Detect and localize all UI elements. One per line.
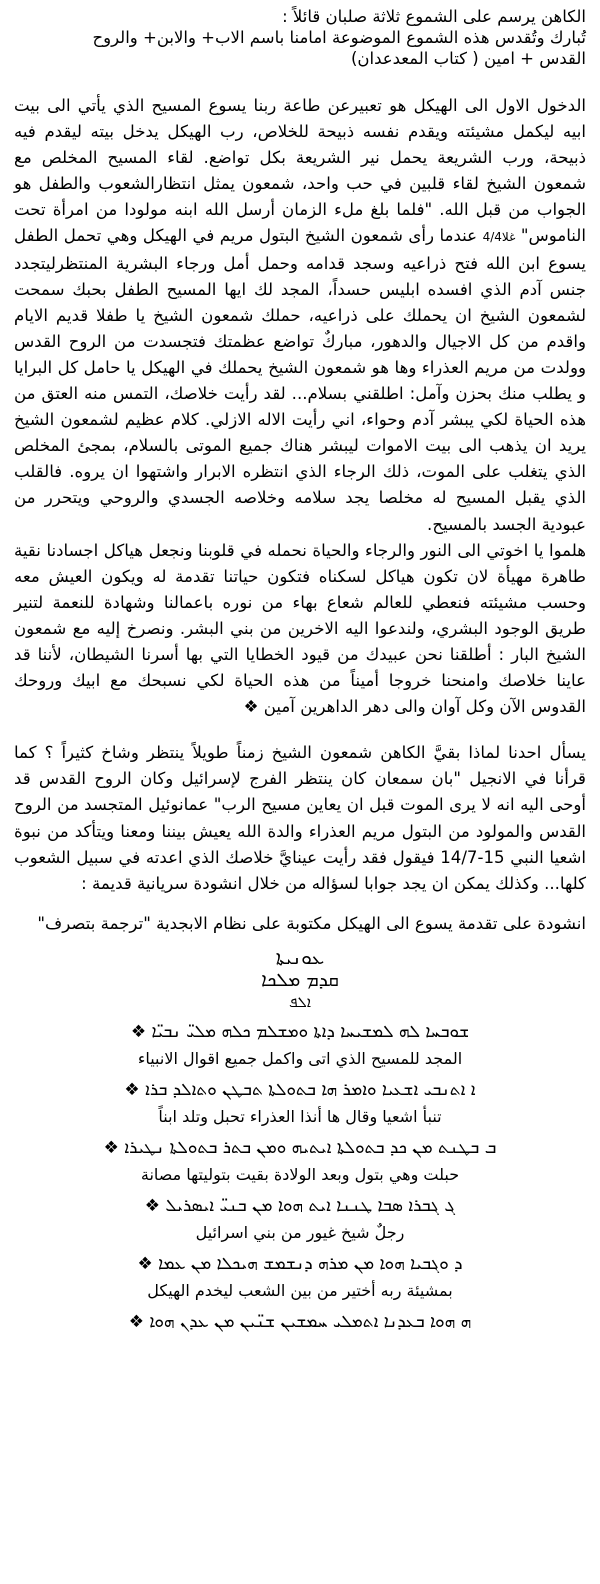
stanza-arabic-line: رجلٌ شيخ غيور من بني اسرائيل (195, 1222, 405, 1242)
hymn-stanza (14, 1309, 586, 1335)
stanza-arabic-line: بمشيئة ربه أختير من بين الشعب ليخدم الهيكل (147, 1280, 453, 1300)
hymn-stanza (14, 1193, 586, 1247)
stanza-syriac-line: ܒ ܒܛܢܬ ܡܢ ܟܕ ܒܬܘܠܬܐ ܐܝܬܝܗ ܘܡܢ ܒܬܪ ܒܬܘܠܬܐ ܢܛܝܪܐ ❖ (103, 1137, 497, 1158)
body-paragraph-exhortation (14, 538, 586, 721)
hymn-title-syriac: ܥܘܢܝܬܐ (275, 946, 325, 969)
intro-line: تُبارك وتُقدس هذه الشموع الموضوعة امامنا باسم الاب+ والابن+ والروح (92, 28, 586, 47)
intro-line: الكاهن يرسم على الشموع ثلاثة صلبان قائلاً : (282, 7, 586, 26)
stanza-arabic-line: حبلت وهي بتول وبعد الولادة بقيت بتوليتها مصانة (140, 1164, 460, 1184)
stanza-arabic-line: المجد للمسيح الذي اتى واكمل جميع اقوال الانبياء (137, 1048, 463, 1068)
scripture-reference: غلا4/4 (482, 230, 516, 245)
stanza-syriac-line: ܫܘܒܚܐ ܠܗ ܠܡܫܝܚܐ ܕܐܬܐ ܘܡܫܠܡ ܟܠܗ ܡܠܝ̈ ܢܒܝ̈ܐ ❖ (130, 1021, 470, 1042)
paragraph-text: يسأل احدنا لماذا بقيَّ الكاهن شمعون الشيخ زمناً طويلاً ينتظر وشاخ كثيراً ؟ كما قرأنا في الانجيل "بان سمعان كان ينتظر الفرج لإسرائيل وكان الروح القدس قد أوحى اليه انه لا يرى الموت قبل ان يعاين مسيح الرب" عمانوئيل المتجسد من الروح القدس والمولود من البتول مريم العذراء والدة الله يعيش بيننا ومعنا ويتأكد من نبوة اشعيا النبي 15-14/7 فيقول فقد رأيت عينايَّ خلاصك الذي اعدته في سبيل الشعوب كلها... وكذلك يمكن ان يجد جوابا لسؤاله من خلال انشودة سريانية قديمة : (14, 743, 586, 893)
paragraph-text: انشودة على تقدمة يسوع الى الهيكل مكتوبة على نظام الابجدية "ترجمة بتصرف" (37, 913, 586, 933)
hymn-stanza (14, 1077, 586, 1131)
hymn-block (14, 947, 586, 1335)
paragraph-text: عندما رأى شمعون الشيخ البتول مريم في الهيكل وهي تحمل الطفل يسوع ابن الله فتح ذراعيه وسجد قدامه وحمل أمل ورجاء البشرية المنتظرليتجدد جنس آدم الذي افسده ابليس حسداً، المجد لك ايها المسيح الطفل بحبك سمحت لشمعون الشيخ ان يحملك على ذراعيه، حملك شمعون الشيخ يا طفلا قديم الايام واقدم من كل الاجيال والدهور، مباركٌ تواضع عظمتك فتجسدت من الروح القدس وولدت من مريم العذراء وها هو شمعون الشيخ يحملك في الهيكل يا حامل كل البرايا و يطلب منك بحزن وآمل: اطلقني بسلام... لقد رأيت خلاصك، التمس منه العتق من هذه الحياة لكي يبشر آدم وحواء، اني رأيت الاله الازلي. كلام عظيم لشمعون الشيخ يريد ان يذهب الى بيت الاموات ليبشر هناك جميع الموتى بالسلام، بمجئ المخلص الذي يتغلب على الموت، ذلك الرجاء الذي انتظره الابرار واشتهوا ان يروه. فالقلب الذي يقبل المسيح له مخلصا يجد سلامه وخلاصه الجسدي والروحي ويتحرر من عبودية الجسد بالمسيح. (14, 226, 586, 534)
stanza-syriac-line: ܓ ܓܒܪܐ ܣܒܐ ܛܢܢܐ ܐܝܬ ܗܘܐ ܡܢ ܒܢܝ̈ ܐܝܣܪܝܠ ❖ (144, 1195, 456, 1216)
stanza-syriac-line: ܗ ܗܘܐ ܒܥܕܢܐ ܐܬܡܠܝ ܚܡܫܝܢ ܫܢ̈ܝܢ ܡܢ ܥܕܢ ܗܘܐ ❖ (128, 1311, 472, 1332)
hymn-introduction (14, 911, 586, 937)
body-paragraph-question (14, 740, 586, 897)
intro-line: القدس + امين ( كتاب المعدعدان) (350, 49, 586, 68)
hymn-subtitle-syriac: ܩܕܡ ܡܠܟܐ (261, 968, 339, 991)
paragraph-text: الدخول الاول الى الهيكل هو تعبيرعن طاعة ربنا يسوع المسيح الذي يأتي الى بيت ابيه ليكمل مشيئته ويقدم نفسه ذبيحة للخلاص، رب الهيكل يدخل بيته ليقدم فيه ذبيحة، ورب الشريعة يحمل نير الشريعة بكل تواضع. لقاء المسيح المخلص مع شمعون الشيخ لقاء قلبين في حب واحد، شمعون يمثل انتظارالشعوب والطفل هو الجواب من قبل الله. "فلما بلغ ملء الزمان أرسل الله ابنه مولودا من امرأة تحت الناموس" (14, 96, 586, 246)
hymn-stanza (14, 1019, 586, 1073)
intro-paragraph (14, 6, 586, 69)
paragraph-text: هلموا يا اخوتي الى النور والرجاء والحياة نحمله في قلوبنا ونجعل هياكل اجسادنا نقية طاهرة مهيأة لان تكون هياكل لسكناه فتكون حياتنا تقدمة له ويكون العيش معه وحسب مشيئته فنعطي للعالم شعاع بهاء من نوره باعمالنا وشهادة للنعمة لتنير طريق الوجود البشري، ولندعوا اليه الاخرين من بني البشر. ونصرخ إليه مع شمعون الشيخ البار : أطلقنا نحن عبيدك من قيود الخطايا التي بها أسرنا الشيطان، لأننا قد عاينا خلاصك وامنحنا خروجا أميناً من هذه الحياة لكي نسبحك مع ابيك وروحك القدوس الآن وكل آوان والى دهر الداهرين آمين ❖ (14, 540, 586, 717)
hymn-stanza (14, 1135, 586, 1189)
stanza-arabic-line: تنبأ اشعيا وقال ها أنذا العذراء تحبل وتلد ابناً (158, 1106, 442, 1126)
body-paragraph-entrance (14, 93, 586, 538)
stanza-syriac-line: ܐ ܐܬܢܒܝ ܐܫܥܝܐ ܘܐܡܪ ܗܐ ܒܬܘܠܬܐ ܬܒܛܢ ܘܬܐܠܕ ܒܪܐ ❖ (124, 1079, 476, 1100)
hymn-letter-syriac: ܐܠܦ (288, 992, 312, 1011)
hymn-stanza (14, 1251, 586, 1305)
stanza-syriac-line: ܕ ܘܓܒܝܐ ܗܘܐ ܡܢ ܡܪܗ ܕܢܫܡܫ ܗܝܟܠܐ ܡܢ ܥܡܐ ❖ (137, 1253, 463, 1274)
